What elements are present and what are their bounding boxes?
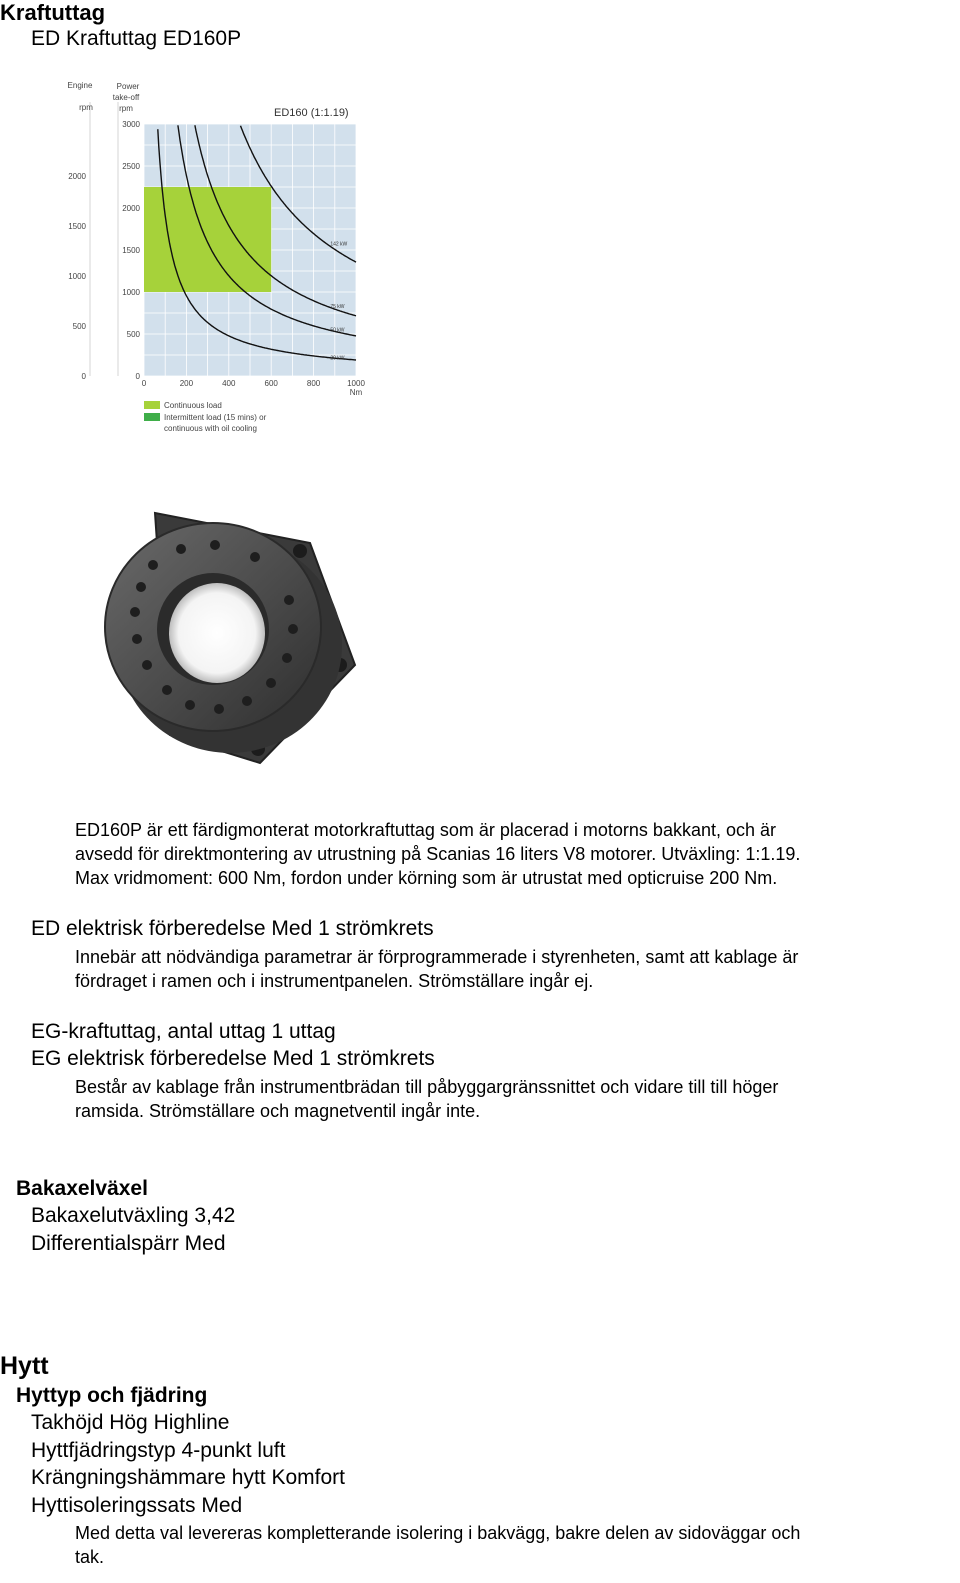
item-takhojd: Takhöjd Hög Highline bbox=[31, 1411, 230, 1434]
chart-yaxis-engine-label: Engine bbox=[67, 81, 93, 90]
paragraph-ed160p-line2: avsedd för direktmontering av utrustning på Scanias 16 liters V8 motorer. Utväxling: 1:1.19. bbox=[75, 844, 801, 864]
chart-ytick-engine: 500 bbox=[72, 322, 86, 332]
chart-yaxis-pto-label: Power bbox=[116, 82, 140, 91]
chart-xtick-label: 400 bbox=[222, 379, 236, 388]
item-eg-elektrisk-forberedelse: EG elektrisk förberedelse Med 1 strömkrets bbox=[31, 1047, 435, 1070]
chart-legend-swatch-intermittent bbox=[144, 413, 160, 421]
chart-ytick-engine: 1000 bbox=[68, 272, 86, 282]
section-title-hytt: Hytt bbox=[0, 1352, 49, 1380]
item-eg-kraftuttag: EG-kraftuttag, antal uttag 1 uttag bbox=[31, 1020, 336, 1043]
item-bakaxelutvaxling: Bakaxelutväxling 3,42 bbox=[31, 1204, 236, 1227]
chart-yaxis-engine-unit: rpm bbox=[79, 103, 93, 112]
chart-ytick-pto: 1500 bbox=[122, 246, 140, 255]
chart-series-label-20kw: 20 kW bbox=[330, 355, 345, 362]
subsection-title-hyttyp: Hyttyp och fjädring bbox=[16, 1384, 208, 1407]
chart-xtick-label: 200 bbox=[179, 379, 194, 388]
paragraph-isolering-line1: Med detta val levereras kompletterande isolering i bakvägg, bakre delen av sidoväggar och bbox=[75, 1523, 801, 1543]
paragraph-ed-elektrisk-line1: Innebär att nödvändiga parametrar är förprogrammerade i styrenheten, samt att kablage är bbox=[75, 947, 799, 967]
paragraph-eg-elektrisk-line2: ramsida. Strömställare och magnetventil ingår inte. bbox=[75, 1101, 481, 1121]
item-krangningshammare: Krängningshämmare hytt Komfort bbox=[31, 1466, 345, 1489]
chart-ytick-pto: 2500 bbox=[122, 162, 140, 171]
chart-series-label-142kw: 142 kW bbox=[330, 241, 348, 248]
paragraph-ed160p-line3: Max vridmoment: 600 Nm, fordon under körning som är utrustat med opticruise 200 Nm. bbox=[75, 868, 778, 888]
item-ed-elektrisk-forberedelse: ED elektrisk förberedelse Med 1 strömkrets bbox=[31, 917, 434, 940]
pto-chart bbox=[50, 76, 380, 441]
chart-yaxis-pto-unit: rpm bbox=[119, 104, 133, 113]
item-hyttfjadringstyp: Hyttfjädringstyp 4-punkt luft bbox=[31, 1439, 286, 1462]
item-hyttisoleringssats: Hyttisoleringssats Med bbox=[31, 1494, 243, 1517]
chart-legend-label-continuous: Continuous load bbox=[164, 401, 222, 410]
chart-series-label-50kw: 50 kW bbox=[330, 327, 345, 334]
item-ed-kraftuttag: ED Kraftuttag ED160P bbox=[31, 27, 242, 50]
section-title-kraftuttag: Kraftuttag bbox=[0, 0, 106, 25]
chart-ytick-pto: 3000 bbox=[122, 120, 140, 129]
pto-flange-image bbox=[95, 505, 360, 770]
paragraph-ed-elektrisk-line2: fördraget i ramen och i instrumentpanelen. Strömställare ingår ej. bbox=[75, 971, 594, 991]
chart-legend-label-intermittent-1: Intermittent load (15 mins) or bbox=[164, 413, 267, 422]
paragraph-eg-elektrisk-line1: Består av kablage från instrumentbrädan till påbyggargränssnittet och vidare till till höger bbox=[75, 1077, 779, 1097]
chart-ytick-pto: 500 bbox=[126, 330, 140, 339]
chart-xtick-label: 0 bbox=[141, 379, 147, 388]
chart-legend-label-intermittent-2: continuous with oil cooling bbox=[164, 424, 257, 433]
chart-xtick-label: 1000 bbox=[347, 379, 365, 388]
chart-title: ED160 (1:1.19) bbox=[274, 107, 349, 119]
chart-ytick-pto: 2000 bbox=[122, 204, 140, 213]
paragraph-ed160p-line1: ED160P är ett färdigmonterat motorkraftuttag som är placerad i motorns bakkant, och är bbox=[75, 820, 777, 840]
section-title-bakaxelvaxel: Bakaxelväxel bbox=[16, 1177, 148, 1200]
chart-ytick-pto: 0 bbox=[135, 372, 140, 381]
chart-ytick-engine: 1500 bbox=[68, 222, 86, 232]
chart-xtick-label: 600 bbox=[264, 379, 278, 388]
paragraph-isolering-line2: tak. bbox=[75, 1547, 105, 1567]
chart-yaxis-pto-label2: take-off bbox=[112, 93, 140, 102]
chart-series-label-75kw: 75 kW bbox=[330, 304, 345, 311]
chart-ytick-pto: 1000 bbox=[122, 288, 140, 297]
chart-legend-swatch-continuous bbox=[144, 401, 160, 409]
chart-ytick-engine: 2000 bbox=[68, 172, 86, 182]
chart-ytick-engine: 0 bbox=[81, 372, 86, 381]
item-differentialsparr: Differentialspärr Med bbox=[31, 1232, 226, 1255]
chart-xtick-label: 800 bbox=[306, 379, 321, 388]
chart-xaxis-label: Nm bbox=[349, 388, 363, 397]
